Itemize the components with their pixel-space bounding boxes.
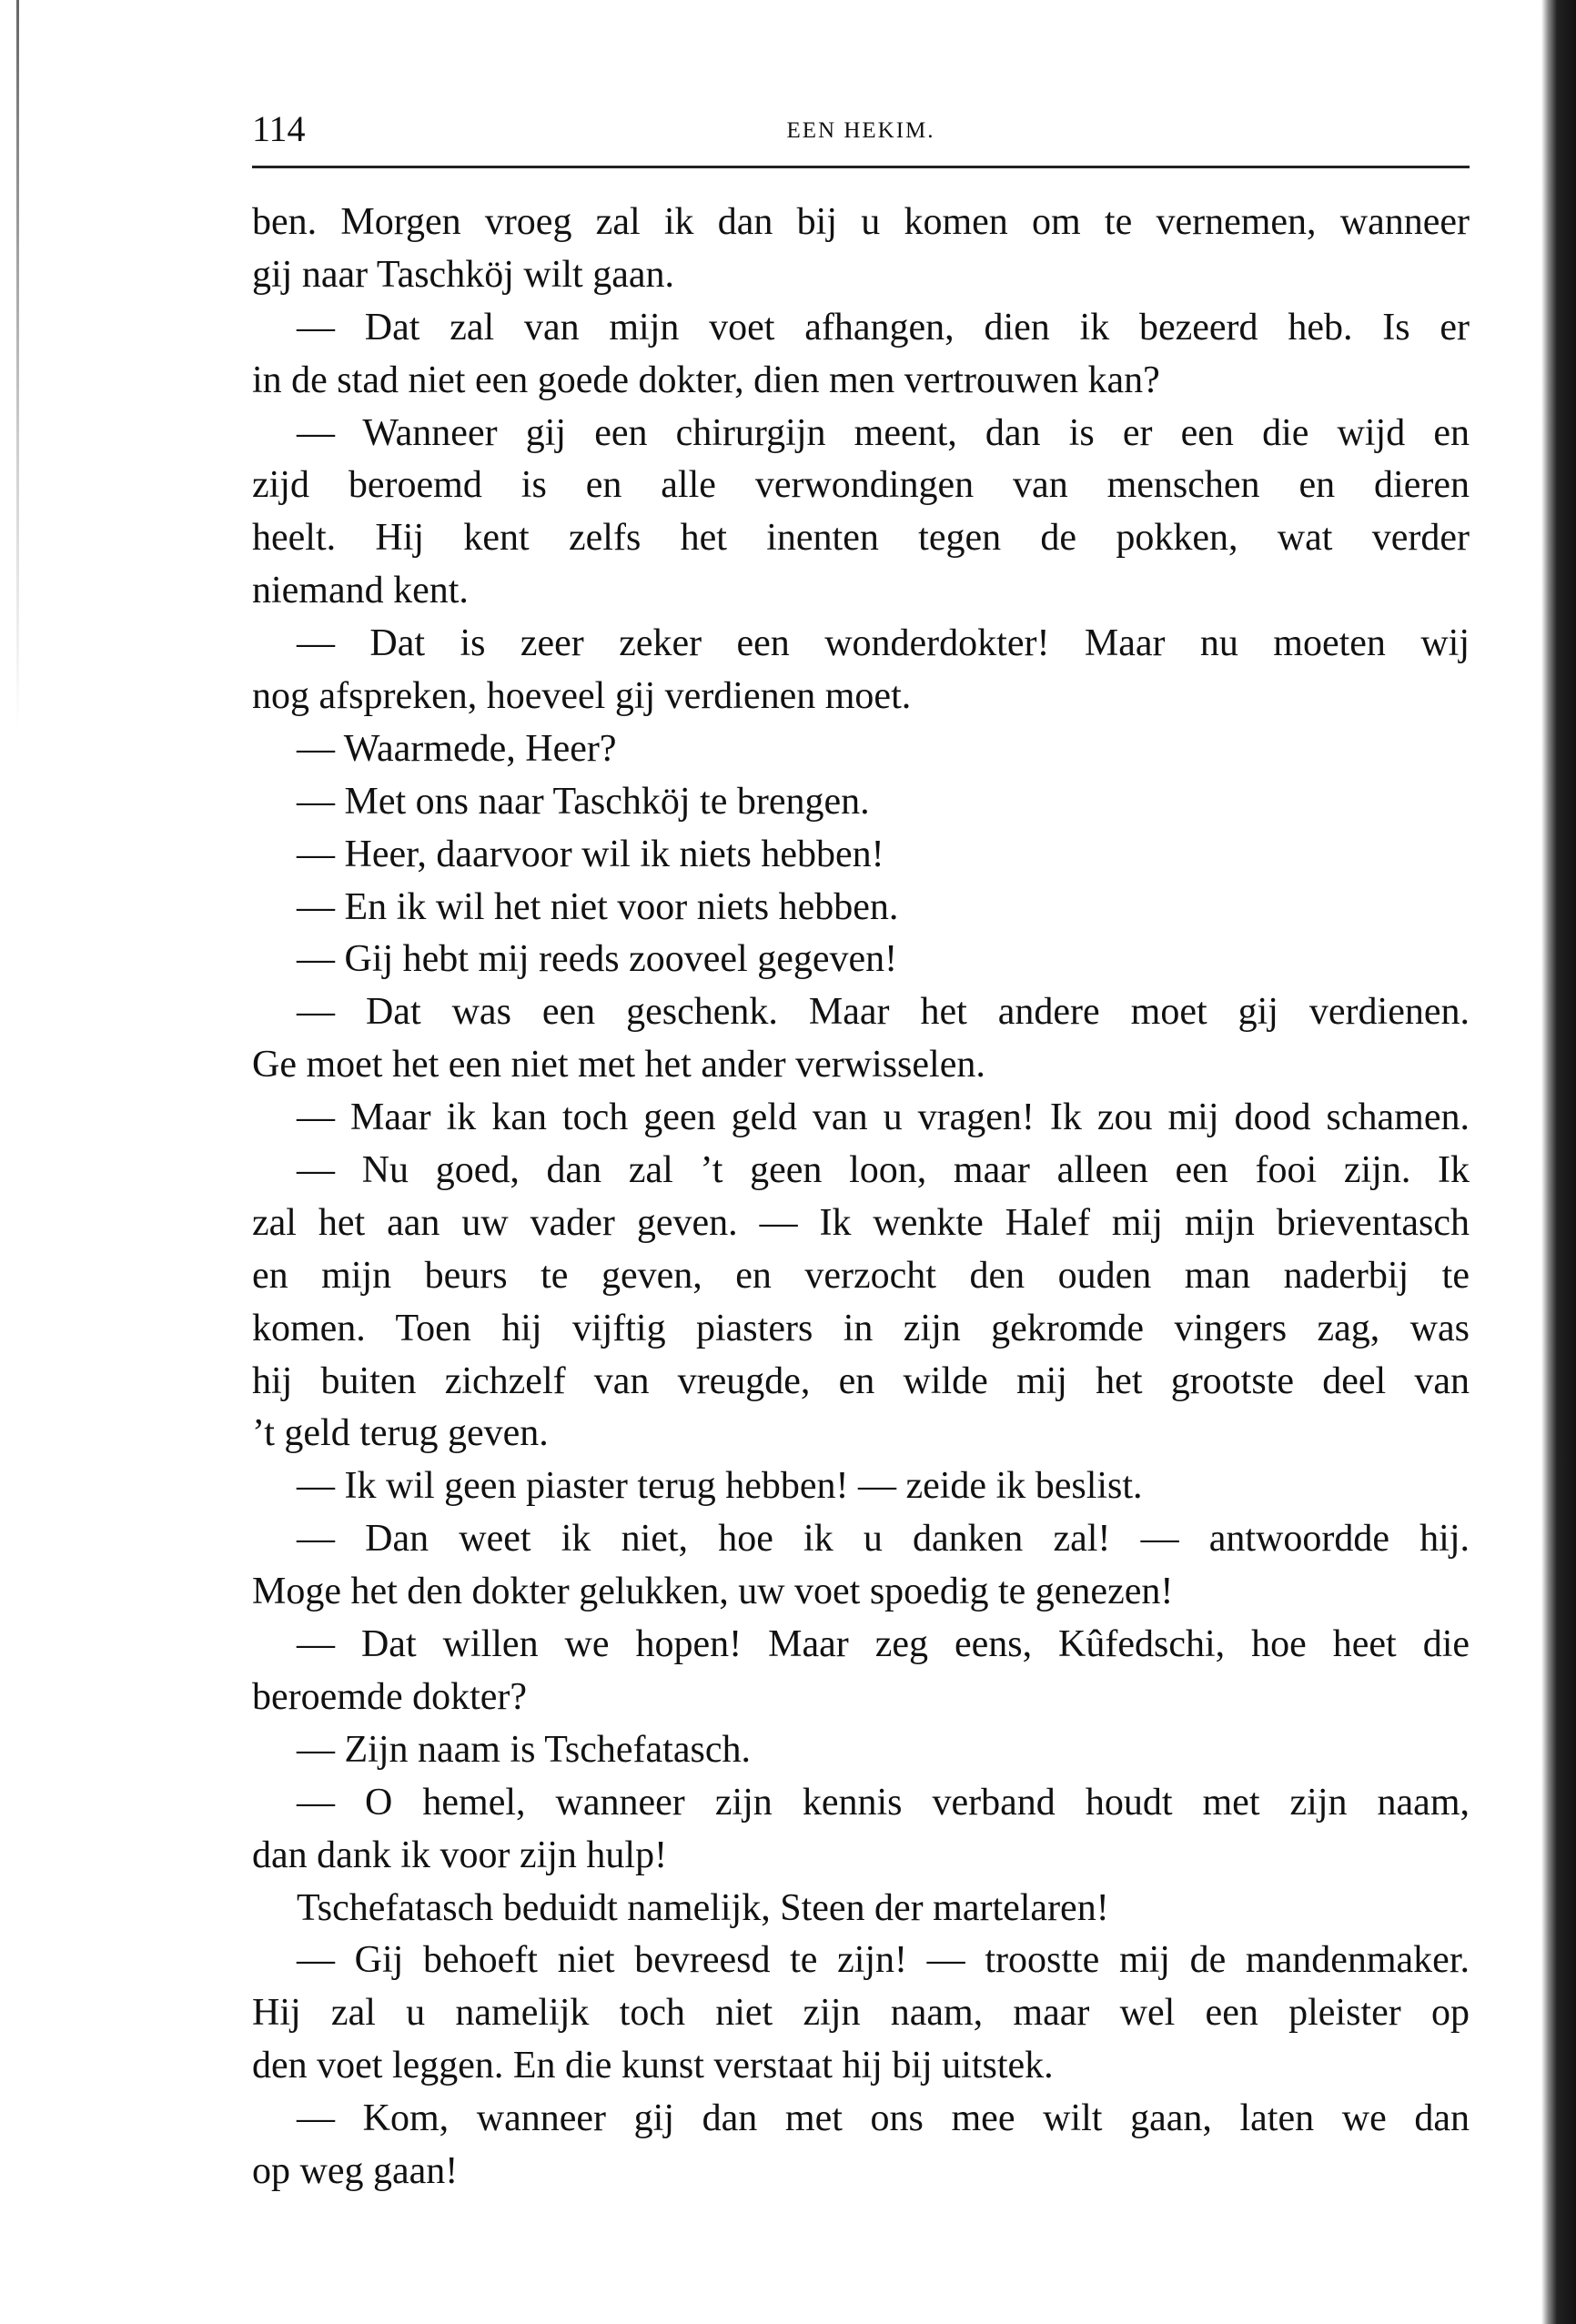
running-head: EEN HEKIM. <box>786 118 935 143</box>
scan-edge-left <box>16 0 19 728</box>
text-line: Moge het den dokter gelukken, uw voet spoedig te genezen! <box>252 1571 1174 1613</box>
text-line: — Ik wil geen piaster terug hebben! — zeide ik beslist. <box>297 1465 1143 1508</box>
page-number: 114 <box>252 108 306 149</box>
body-text <box>252 197 1470 2198</box>
text-line: ’t geld terug geven. <box>252 1412 549 1455</box>
text-line: niemand kent. <box>252 570 469 612</box>
text-line: — Dat willen we hopen! Maar zeg eens, Kûfedschi, hoe heet die <box>297 1623 1470 1666</box>
text-line: — Met ons naar Taschköj te brengen. <box>297 780 870 823</box>
text-line: dan dank ik voor zijn hulp! <box>252 1834 668 1876</box>
text-line: — Gij hebt mij reeds zooveel gegeven! <box>297 938 898 981</box>
text-line: — O hemel, wanneer zijn kennis verband houdt met zijn naam, <box>297 1781 1470 1824</box>
text-line: — Zijn naam is Tschefatasch. <box>297 1728 751 1771</box>
text-line: in de stad niet een goede dokter, dien men vertrouwen kan? <box>252 359 1160 401</box>
header-rule <box>252 166 1470 168</box>
text-line: — Dan weet ik niet, hoe ik u danken zal! — antwoordde hij. <box>297 1518 1470 1561</box>
text-line: Tschefatasch beduidt namelijk, Steen der martelaren! <box>297 1886 1109 1929</box>
text-line: den voet leggen. En die kunst verstaat hij bij uitstek. <box>252 2045 1054 2087</box>
text-line: — Heer, daarvoor wil ik niets hebben! <box>297 833 884 875</box>
text-line: op weg gaan! <box>252 2149 459 2192</box>
text-line: — Wanneer gij een chirurgijn meent, dan is er een die wijd en <box>297 411 1470 454</box>
text-line: zijd beroemd is en alle verwondingen van menschen en dieren <box>252 464 1470 507</box>
text-line: komen. Toen hij vijftig piasters in zijn gekromde vingers zag, was <box>252 1307 1470 1349</box>
text-line: ben. Morgen vroeg zal ik dan bij u komen om te vernemen, wanneer <box>252 201 1470 243</box>
text-line: nog afspreken, hoeveel gij verdienen moet. <box>252 675 912 718</box>
text-line: hij buiten zichzelf van vreugde, en wilde mij het grootste deel van <box>252 1359 1470 1402</box>
text-line: — Nu goed, dan zal ’t geen loon, maar alleen een fooi zijn. Ik <box>297 1149 1470 1192</box>
text-line: Ge moet het een niet met het ander verwisselen. <box>252 1044 985 1086</box>
text-line: beroemde dokter? <box>252 1675 528 1718</box>
text-line: — Gij behoeft niet bevreesd te zijn! — troostte mij de mandenmaker. <box>297 1939 1470 1982</box>
text-line: gij naar Taschköj wilt gaan. <box>252 253 674 296</box>
text-line: — Waarmede, Heer? <box>297 727 617 770</box>
text-line: — En ik wil het niet voor niets hebben. <box>297 885 899 928</box>
text-line: — Dat zal van mijn voet afhangen, dien ik bezeerd heb. Is er <box>297 306 1470 349</box>
text-line: — Maar ik kan toch geen geld van u vragen! Ik zou mij dood schamen. <box>297 1096 1470 1139</box>
text-line: en mijn beurs te geven, en verzocht den ouden man naderbij te <box>252 1254 1470 1297</box>
text-line: zal het aan uw vader geven. — Ik wenkte Halef mij mijn brieventasch <box>252 1201 1470 1244</box>
page-header <box>252 107 1470 153</box>
text-line: — Kom, wanneer gij dan met ons mee wilt gaan, laten we dan <box>297 2097 1470 2140</box>
text-line: — Dat was een geschenk. Maar het andere moet gij verdienen. <box>297 991 1470 1034</box>
text-line: — Dat is zeer zeker een wonderdokter! Maar nu moeten wij <box>297 622 1470 665</box>
text-line: heelt. Hij kent zelfs het inenten tegen de pokken, wat verder <box>252 517 1470 560</box>
text-line: Hij zal u namelijk toch niet zijn naam, maar wel een pleister op <box>252 1992 1470 2035</box>
scan-edge-right <box>1541 0 1576 2324</box>
